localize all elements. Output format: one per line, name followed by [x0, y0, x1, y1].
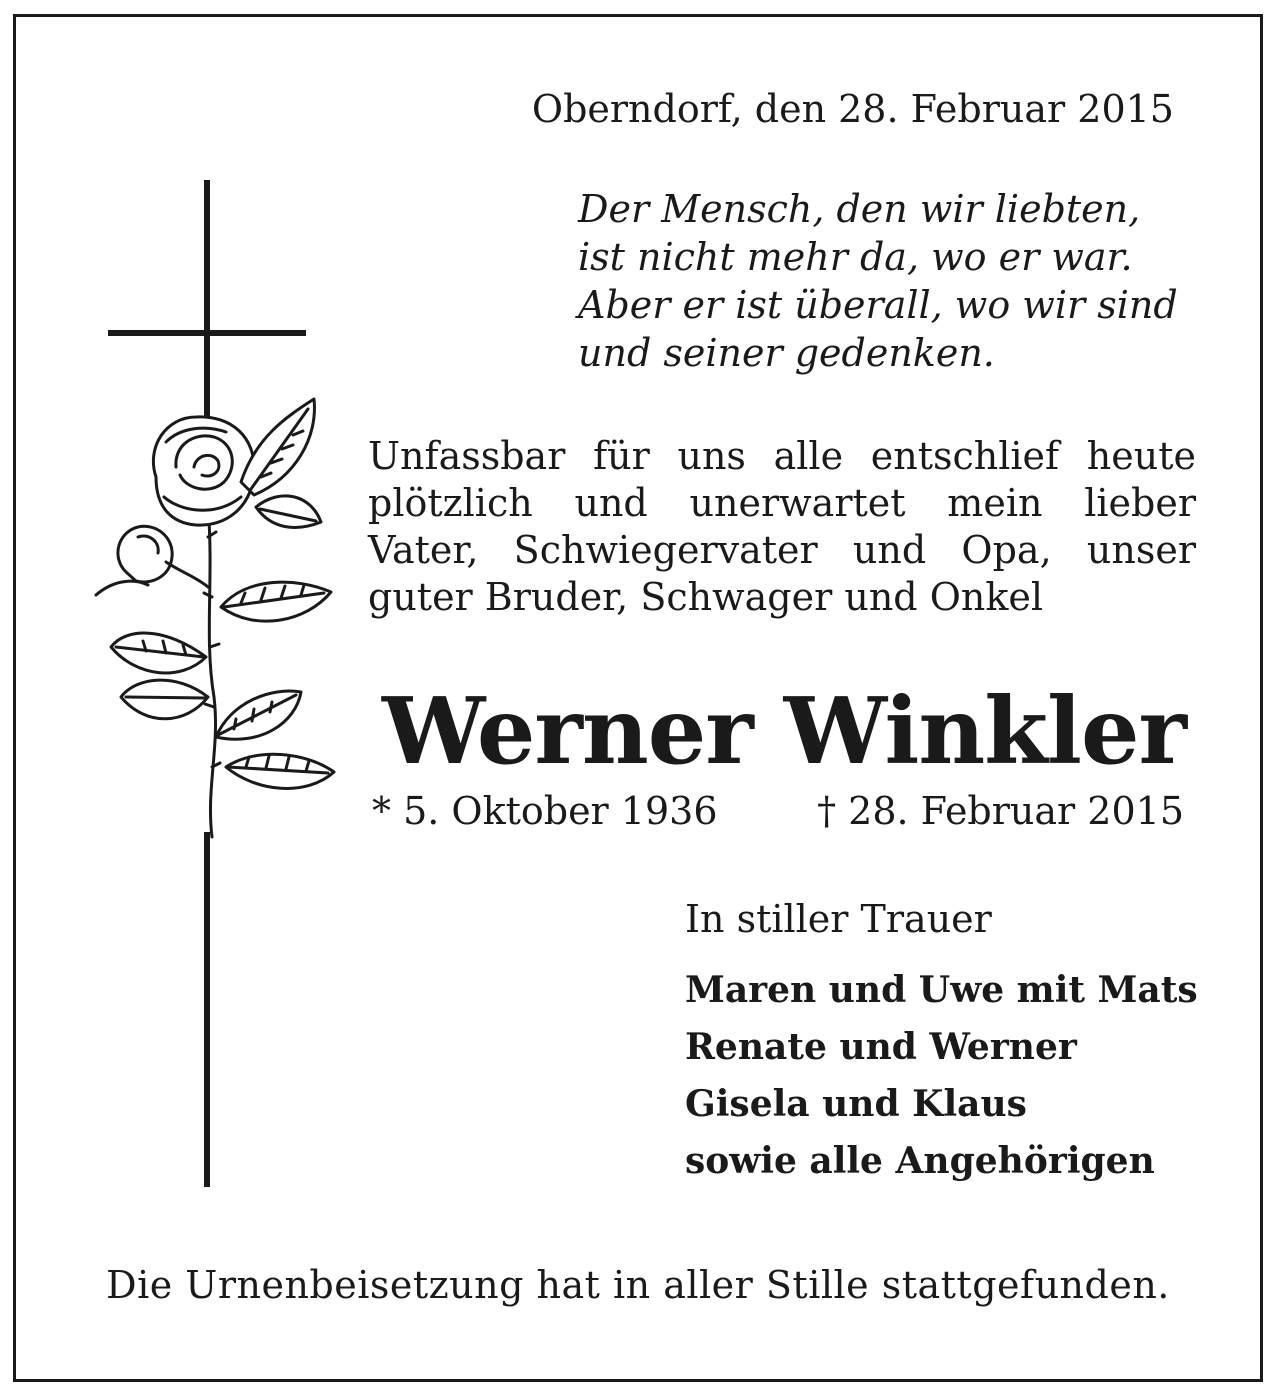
mourner-entry: Renate und Werner: [685, 1026, 1077, 1068]
place-and-date: Oberndorf, den 28. Februar 2015: [531, 87, 1174, 131]
intro-paragraph: Unfassbar für uns alle entschlief heute plötzlich und unerwartet mein lieber Vater, Schwiegervater und Opa, unser guter Bruder, Schwager und Onkel: [368, 434, 1196, 619]
mourner-entry: Maren und Uwe mit Mats: [685, 969, 1198, 1011]
birth-date: * 5. Oktober 1936: [372, 789, 718, 833]
funeral-note: Die Urnenbeisetzung hat in aller Stille stattgefunden.: [106, 1263, 1170, 1307]
quote-line: Der Mensch, den wir liebten,: [578, 187, 1141, 231]
mourners-list: [685, 962, 1198, 1190]
obituary-notice: [13, 14, 1263, 1382]
cross-with-rose-illustration: [56, 177, 356, 1207]
quote-line: und seiner gedenken.: [578, 331, 995, 375]
mourner-entry: Gisela und Klaus: [685, 1083, 1027, 1125]
quote-line: Aber er ist überall, wo wir sind: [578, 283, 1178, 327]
rose-icon: [96, 399, 334, 837]
quote-line: ist nicht mehr da, wo er war.: [578, 235, 1133, 279]
death-date: † 28. Februar 2015: [817, 789, 1184, 833]
mourning-label: In stiller Trauer: [685, 897, 992, 941]
mourner-entry: sowie alle Angehörigen: [685, 1140, 1155, 1182]
deceased-name: Werner Winkler: [382, 677, 1186, 785]
memorial-quote: [578, 185, 1218, 377]
